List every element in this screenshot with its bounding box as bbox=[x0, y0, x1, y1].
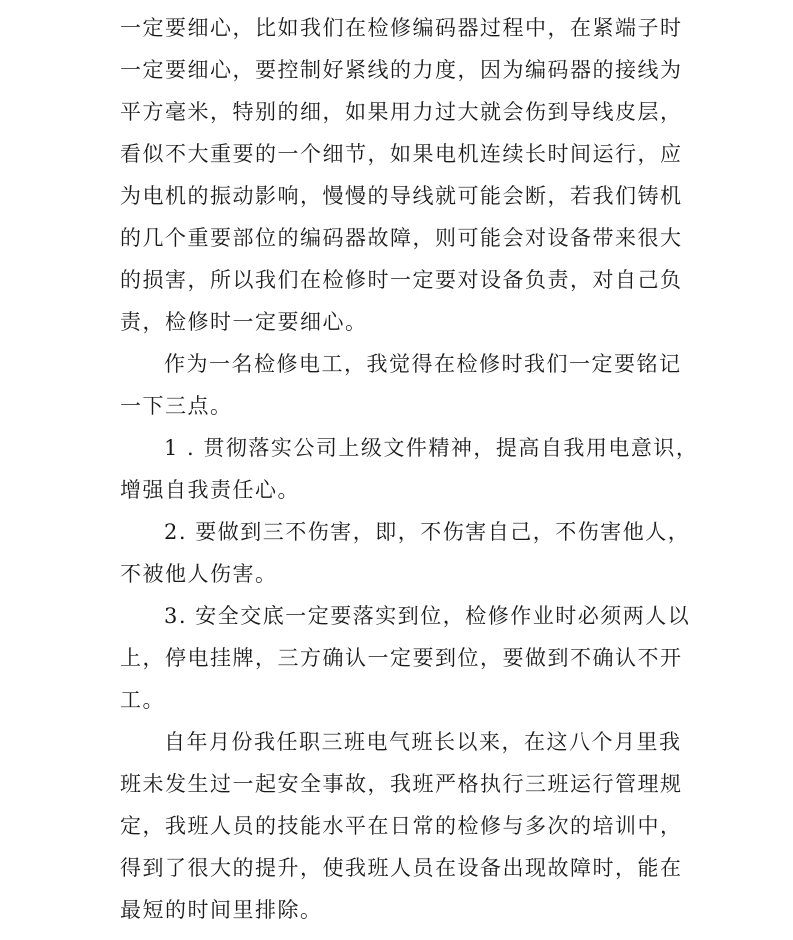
paragraph-start-line: 自年月份我任职三班电气班长以来，在这八个月里我 bbox=[164, 730, 682, 754]
text-line: 班未发生过一起安全事故，我班严格执行三班运行管理规 bbox=[120, 772, 683, 796]
text-line: 的几个重要部位的编码器故障，则可能会对设备带来很大 bbox=[120, 226, 683, 250]
text-line: 责，检修时一定要细心。 bbox=[120, 310, 368, 334]
text-line: 一定要细心，比如我们在检修编码器过程中，在紧端子时 bbox=[120, 16, 683, 40]
text-line: 上，停电挂牌，三方确认一定要到位，要做到不确认不开 bbox=[120, 646, 683, 670]
text-line: 一定要细心，要控制好紧线的力度，因为编码器的接线为 bbox=[120, 58, 683, 82]
list-item-1: 1 . 贯彻落实公司上级文件精神，提高自我用电意识， bbox=[164, 436, 699, 460]
text-line: 平方毫米，特别的细，如果用力过大就会伤到导线皮层， bbox=[120, 100, 683, 124]
text-line: 最短的时间里排除。 bbox=[120, 898, 323, 922]
paragraph-start-line: 作为一名检修电工，我觉得在检修时我们一定要铭记 bbox=[164, 352, 682, 376]
text-line: 为电机的振动影响，慢慢的导线就可能会断，若我们铸机 bbox=[120, 184, 683, 208]
text-line: 一下三点。 bbox=[120, 394, 233, 418]
text-line: 不被他人伤害。 bbox=[120, 562, 278, 586]
list-item-2: 2. 要做到三不伤害，即，不伤害自己，不伤害他人， bbox=[164, 520, 691, 544]
text-line: 得到了很大的提升，使我班人员在设备出现故障时，能在 bbox=[120, 856, 683, 880]
list-item-3: 3. 安全交底一定要落实到位，检修作业时必须两人以 bbox=[164, 604, 691, 628]
text-line: 看似不大重要的一个细节，如果电机连续长时间运行，应 bbox=[120, 142, 683, 166]
text-line: 的损害，所以我们在检修时一定要对设备负责，对自己负 bbox=[120, 268, 683, 292]
text-line: 增强自我责任心。 bbox=[120, 478, 300, 502]
text-line: 工。 bbox=[120, 688, 165, 712]
text-line: 定，我班人员的技能水平在日常的检修与多次的培训中， bbox=[120, 814, 683, 838]
